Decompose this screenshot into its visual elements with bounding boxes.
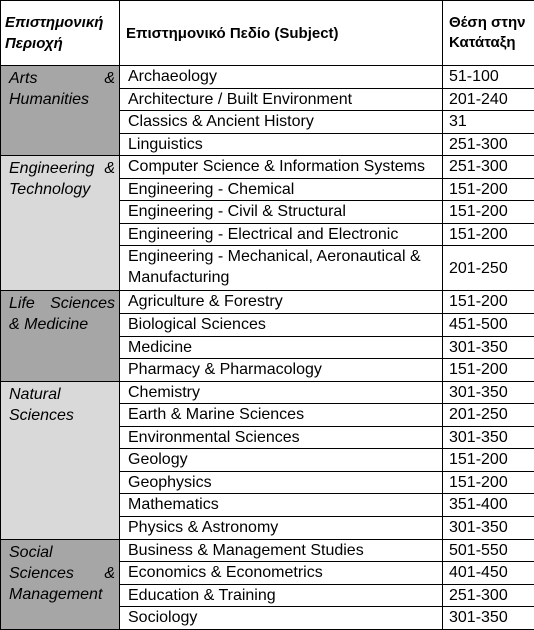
table-row [1, 381, 534, 404]
area-cell: Natural Sciences [1, 381, 120, 539]
rank-cell: 301-350 [443, 381, 534, 404]
rank-cell: 401-450 [443, 562, 534, 585]
area-cell: Engineering & Technology [1, 156, 120, 291]
rank-cell: 301-350 [443, 516, 534, 539]
subject-cell: Environmental Sciences [120, 426, 443, 449]
header-row [1, 1, 534, 66]
subject-cell: Economics & Econometrics [120, 562, 443, 585]
table-row [1, 66, 534, 89]
subject-cell: Geophysics [120, 471, 443, 494]
subject-cell: Classics & Ancient History [120, 111, 443, 134]
subject-cell: Engineering - Civil & Structural [120, 201, 443, 224]
rank-cell: 151-200 [443, 291, 534, 314]
subject-cell: Computer Science & Information Systems [120, 156, 443, 179]
rank-cell: 201-240 [443, 88, 534, 111]
subject-cell: Engineering - Electrical and Electronic [120, 223, 443, 246]
rank-cell: 51-100 [443, 66, 534, 89]
rank-cell: 151-200 [443, 223, 534, 246]
subject-cell: Earth & Marine Sciences [120, 404, 443, 427]
subject-cell: Archaeology [120, 66, 443, 89]
rank-cell: 151-200 [443, 178, 534, 201]
subject-cell: Mathematics [120, 494, 443, 517]
subject-cell: Physics & Astronomy [120, 516, 443, 539]
subject-cell: Geology [120, 449, 443, 472]
subject-cell: Sociology [120, 607, 443, 630]
rank-cell: 151-200 [443, 449, 534, 472]
subject-cell: Architecture / Built Environment [120, 88, 443, 111]
rank-cell: 151-200 [443, 201, 534, 224]
rank-cell: 151-200 [443, 471, 534, 494]
subject-cell: Biological Sciences [120, 314, 443, 337]
area-cell: Social Sciences & Management [1, 539, 120, 630]
area-cell: Life Sciences & Medicine [1, 291, 120, 381]
subject-cell: Engineering - Chemical [120, 178, 443, 201]
subject-cell: Pharmacy & Pharmacology [120, 359, 443, 382]
subject-cell: Education & Training [120, 584, 443, 607]
rank-cell: 31 [443, 111, 534, 134]
subject-cell: Chemistry [120, 381, 443, 404]
subject-cell: Agriculture & Forestry [120, 291, 443, 314]
table-row [1, 539, 534, 562]
rank-cell: 251-300 [443, 156, 534, 179]
rank-cell: 301-350 [443, 336, 534, 359]
area-cell: Arts & Humanities [1, 66, 120, 156]
header-area: Επιστημονική Περιοχή [1, 1, 120, 66]
subject-cell: Medicine [120, 336, 443, 359]
rank-cell: 501-550 [443, 539, 534, 562]
table-row [1, 291, 534, 314]
rank-cell: 201-250 [443, 246, 534, 291]
rank-cell: 251-300 [443, 584, 534, 607]
rank-cell: 251-300 [443, 133, 534, 156]
subject-cell: Business & Management Studies [120, 539, 443, 562]
rank-cell: 151-200 [443, 359, 534, 382]
rank-cell: 351-400 [443, 494, 534, 517]
rank-cell: 301-350 [443, 426, 534, 449]
subject-cell: Linguistics [120, 133, 443, 156]
rank-cell: 301-350 [443, 607, 534, 630]
subject-cell: Engineering - Mechanical, Aeronautical & Manufacturing [120, 246, 443, 291]
header-subject: Επιστημονικό Πεδίο (Subject) [120, 1, 443, 66]
rank-cell: 451-500 [443, 314, 534, 337]
table-row [1, 156, 534, 179]
header-rank: Θέση στην Κατάταξη [443, 1, 534, 66]
rank-cell: 201-250 [443, 404, 534, 427]
